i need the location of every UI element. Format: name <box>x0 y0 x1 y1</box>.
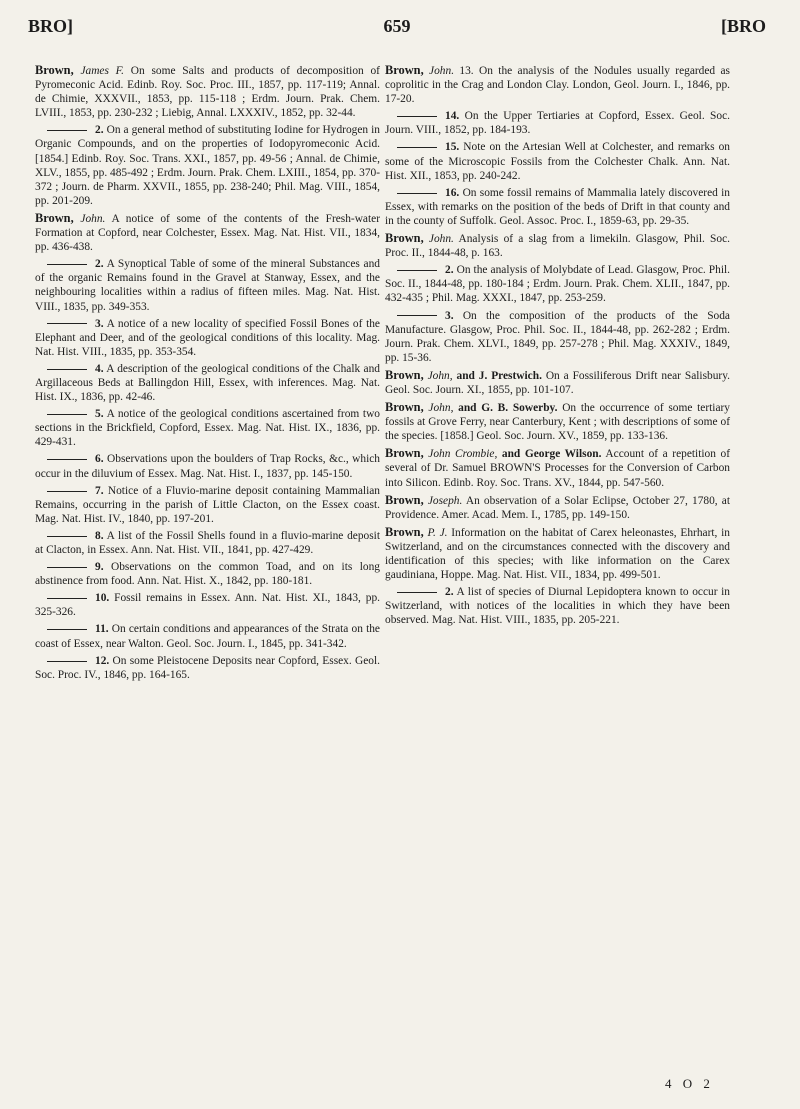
bibliography-entry <box>35 622 380 650</box>
bibliography-entry <box>385 585 730 627</box>
entry-text: Observations upon the boulders of Trap Rocks, &c., which occur in the diluvium of Essex. Mag. Nat. Hist. I., 1837, pp. 145-150. <box>35 453 380 480</box>
entry-text: Analysis of a slag from a limekiln. Glasgow, Phil. Soc. Proc. II., 1844-48, p. 163. <box>385 233 730 260</box>
entry-number: 12. <box>95 654 110 667</box>
entry-number: 6. <box>95 453 104 466</box>
entry-number: 2. <box>445 586 454 599</box>
running-header <box>28 16 766 42</box>
entry-given-name: John, <box>427 369 453 382</box>
bibliography-entry <box>385 63 730 106</box>
entry-number: 4. <box>95 362 104 375</box>
ditto-dash <box>397 147 437 148</box>
bibliography-entry <box>385 186 730 228</box>
entry-coauthor: and J. Prestwich. <box>456 369 542 382</box>
ditto-dash <box>47 567 87 568</box>
ditto-dash <box>397 193 437 194</box>
entry-given-name: Joseph. <box>427 494 463 507</box>
bibliography-entry <box>35 362 380 404</box>
entry-number: 14. <box>445 110 460 123</box>
entry-text: A Synoptical Table of some of the mineral Substances and of the organic Remains found in the Gravel at Stanway, Essex, and the neighbouring localities within a radius of fifteen miles. Mag. Nat. Hist. VIII., 1835, pp. 349-353. <box>35 258 380 313</box>
entry-number: 11. <box>95 623 109 636</box>
ditto-dash <box>47 598 87 599</box>
header-right: [BRO <box>721 16 766 36</box>
ditto-dash <box>47 459 87 460</box>
entry-text: Information on the habitat of Carex heleonastes, Ehrhart, in Switzerland, and on the circumstances connected with the discovery and identification of this species; with like information on the Carex gaudiniana, Hoppe. Mag. Nat. Hist. VII., 1834, pp. 499-501. <box>385 526 731 582</box>
entry-given-name: P. J. <box>427 526 448 539</box>
entry-given-name: John. <box>80 212 106 225</box>
entry-text: On some Pleistocene Deposits near Copford, Essex. Geol. Soc. Proc. IV., 1846, pp. 164-165. <box>35 654 380 681</box>
ditto-dash <box>47 414 87 415</box>
entry-author: Brown, <box>385 446 424 461</box>
bibliography-entry <box>385 263 730 305</box>
entry-text: On a general method of substituting Iodine for Hydrogen in Organic Compounds, and on the properties of Iodopyromeconic Acid. [1854.] Edinb. Roy. Soc. Trans. XXI., 1857, pp. 49-56 ; Annal. de Chimie, XLV., 1855, pp. 485-492 ; Erdm. Journ. Prak. Chem. LXIII., 1854, pp. 370-372 ; Journ. de Pharm. XXVII., 1855, pp. 238-240; Phil. Mag. VIII., 1854, pp. 201-209. <box>35 124 380 207</box>
ditto-dash <box>47 536 87 537</box>
bibliography-entry <box>385 400 730 443</box>
ditto-dash <box>47 629 87 630</box>
entry-author: Brown, <box>385 231 424 246</box>
entry-given-name: John. <box>428 233 454 246</box>
ditto-dash <box>47 264 87 265</box>
entry-number: 5. <box>95 408 104 421</box>
bibliography-entry <box>35 591 380 619</box>
entry-author: Brown, <box>385 524 424 539</box>
ditto-dash <box>47 323 87 324</box>
entry-text: On certain conditions and appearances of the Strata on the coast of Essex, near Walton. Geol. Soc. Journ. I., 1845, pp. 341-342. <box>35 623 380 650</box>
entry-text: Notice of a Fluvio-marine deposit containing Mammalian Remains, occurring in the parish of Little Clacton, on the Essex coast. Mag. Nat. Hist. IV., 1840, pp. 197-201. <box>35 484 380 525</box>
entry-text: Observations on the common Toad, and on its long abstinence from food. Ann. Nat. Hist. X., 1842, pp. 180-181. <box>35 561 380 588</box>
entry-given-name: John Crombie, <box>428 448 498 461</box>
entry-text: A list of the Fossil Shells found in a fluvio-marine deposit at Clacton, in Essex. Ann. Nat. Hist. VII., 1841, pp. 427-429. <box>35 529 381 556</box>
entry-text: On some fossil remains of Mammalia lately discovered in Essex, with remarks on the position of the beds of Drift in that county and in the county of Suffolk. Geol. Assoc. Proc. I., 1859-63, pp. 29-35. <box>385 186 730 227</box>
ditto-dash <box>397 592 437 593</box>
entry-given-name: James F. <box>80 65 125 77</box>
ditto-dash <box>47 661 87 662</box>
left-column <box>35 63 380 685</box>
bibliography-entry <box>385 109 730 137</box>
entry-text: A notice of the geological conditions ascertained from two sections in the Brickfield, Copford, Essex. Mag. Nat. Hist. IX., 1836, pp. 429-431. <box>35 408 381 449</box>
bibliography-entry <box>385 493 730 522</box>
entry-text: On some Salts and products of decomposition of Pyromeconic Acid. Edinb. Roy. Soc. Proc. III., 1857, pp. 117-119; Annal. de Chimie, XXXVII., 1853, pp. 115-118 ; Erdm. Journ. Prak. Chem. LVIII., 1853, pp. 230-232 ; Liebig, Annal. LXXXIV., 1852, pp. 32-44. <box>35 65 380 120</box>
entry-author: Brown, <box>385 367 424 382</box>
entry-text: A description of the geological conditions of the Chalk and Argillaceous Beds at Ballingdon Hill, Essex, with inferences. Mag. Nat. Hist. IX., 1836, pp. 42-46. <box>35 362 380 404</box>
bibliography-entry <box>385 525 730 582</box>
bibliography-entry <box>35 407 380 449</box>
entry-author: Brown, <box>385 63 424 77</box>
bibliography-entry <box>35 257 380 313</box>
bibliography-entry <box>35 317 380 359</box>
entry-number: 3. <box>95 317 104 330</box>
entry-given-name: John, <box>428 402 454 415</box>
entry-author: Brown, <box>35 63 74 77</box>
bibliography-entry <box>35 452 380 480</box>
entry-author: Brown, <box>385 400 424 415</box>
bibliography-entry <box>35 63 380 120</box>
entry-text: On the analysis of Molybdate of Lead. Glasgow, Proc. Phil. Soc. II., 1844-48, pp. 180-184 ; Erdm. Journ. Prak. Chem. XLII., 1847, pp. 432-435 ; Phil. Mag. XXXI., 1847, pp. 253-259. <box>385 264 730 305</box>
entry-text: An observation of a Solar Eclipse, October 27, 1780, at Providence. Amer. Acad. Mem. I., 1785, pp. 149-150. <box>385 494 730 521</box>
entry-text: A notice of some of the contents of the Fresh-water Formation at Copford, near Colchester, Essex. Mag. Nat. Hist. VII., 1834, pp. 436-438. <box>35 212 381 254</box>
entry-given-name: John. <box>429 65 455 77</box>
bibliography-entry <box>385 140 730 182</box>
page-number: 659 <box>383 16 411 36</box>
entry-text: Fossil remains in Essex. Ann. Nat. Hist. XI., 1843, pp. 325-326. <box>35 592 380 619</box>
entry-text: On the occurrence of some tertiary fossils at Grove Ferry, near Canterbury, Kent ; with descriptions of some of the species. [1858.] Geol. Soc. Journ. XV., 1859, pp. 133-136. <box>385 402 730 443</box>
ditto-dash <box>397 315 437 316</box>
entry-text: On the composition of the products of the Soda Manufacture. Glasgow, Proc. Phil. Soc. II., 1844-48, pp. 262-282 ; Erdm. Journ. Prak. Chem. XLVI., 1849, pp. 257-278 ; Phil. Mag. XXXIV., 1849, pp. 15-36. <box>385 309 730 364</box>
entry-text: A notice of a new locality of specified Fossil Bones of the Elephant and Deer, and of the geological conditions of this locality. Mag. Nat. Hist. VIII., 1835, pp. 353-354. <box>35 317 380 358</box>
entry-number: 2. <box>445 264 454 277</box>
bibliography-entry <box>385 309 730 365</box>
ditto-dash <box>47 369 87 370</box>
ditto-dash <box>47 130 87 131</box>
ditto-dash <box>397 116 437 117</box>
entry-number: 2. <box>95 124 104 137</box>
bibliography-entry <box>35 560 380 588</box>
ditto-dash <box>397 270 437 271</box>
entry-text: On the Upper Tertiaries at Copford, Essex. Geol. Soc. Journ. VIII., 1852, pp. 184-193. <box>385 110 730 137</box>
right-column <box>385 63 730 630</box>
signature-mark: 4 O 2 <box>665 1076 714 1091</box>
entry-number: 7. <box>95 484 104 497</box>
bibliography-entry <box>385 231 730 260</box>
bibliography-entry <box>35 211 380 254</box>
entry-number: 16. <box>445 186 460 199</box>
bibliography-entry <box>35 123 380 208</box>
entry-number: 2. <box>95 258 104 271</box>
entry-number: 3. <box>445 309 454 322</box>
entry-number: 9. <box>95 561 104 574</box>
bibliography-entry <box>385 368 730 397</box>
entry-text: Account of a repetition of several of Dr. Samuel BROWN'S Processes for the Conversion of Carbon into Silicon. Edinb. Roy. Soc. Trans. XV., 1844, pp. 547-560. <box>385 448 730 489</box>
entry-coauthor: and George Wilson. <box>501 448 602 461</box>
entry-number: 8. <box>95 529 104 542</box>
ditto-dash <box>47 491 87 492</box>
entry-author: Brown, <box>385 492 424 507</box>
entry-author: Brown, <box>35 210 74 225</box>
entry-text: Note on the Artesian Well at Colchester, and remarks on some of the Microscopic Fossils from the Colchester Chalk. Ann. Nat. Hist. XII., 1853, pp. 240-242. <box>385 141 730 182</box>
entry-text: On a Fossiliferous Drift near Salisbury. Geol. Soc. Journ. XI., 1855, pp. 101-107. <box>385 369 731 396</box>
bibliography-entry <box>35 484 380 526</box>
entry-number: 15. <box>445 141 460 154</box>
entry-text: 13. On the analysis of the Nodules usually regarded as coprolitic in the Crag and London Clay. London, Geol. Journ. I., 1846, pp. 17-20. <box>385 65 730 106</box>
bibliography-entry <box>35 654 380 682</box>
entry-number: 10. <box>95 592 110 605</box>
entry-text: A list of species of Diurnal Lepidoptera known to occur in Switzerland, with notices of the localities in which they have been observed. Mag. Nat. Hist. VIII., 1835, pp. 205-221. <box>385 586 731 627</box>
entry-coauthor: and G. B. Sowerby. <box>458 402 558 415</box>
bibliography-entry <box>35 529 380 557</box>
bibliography-entry <box>385 446 730 489</box>
header-left: BRO] <box>28 16 73 36</box>
